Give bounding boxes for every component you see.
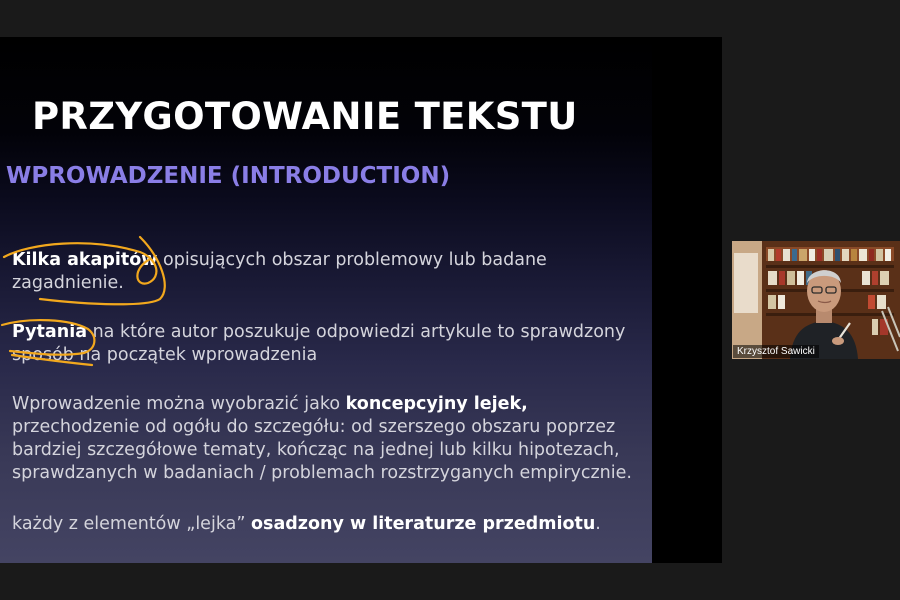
slide-subtitle: WPROWADZENIE (INTRODUCTION) bbox=[6, 163, 451, 189]
meeting-bottom-bar bbox=[0, 563, 900, 600]
text-run: . bbox=[595, 514, 601, 534]
participant-name-label: Krzysztof Sawicki bbox=[733, 345, 819, 358]
paragraph-literatura bbox=[12, 513, 601, 536]
text-run: Wprowadzenie można wyobrazić jako bbox=[12, 394, 346, 414]
text-run: zagadnienie. bbox=[12, 273, 124, 293]
text-run: każdy z elementów „lejka” bbox=[12, 514, 251, 534]
text-run: opisujących obszar problemowy lub badane bbox=[157, 250, 547, 270]
slide-title: PRZYGOTOWANIE TEKSTU bbox=[32, 95, 578, 138]
text-run: przechodzenie od ogółu do szczegółu: od szerszego obszaru poprzez bbox=[12, 417, 616, 437]
bold-phrase: Pytania bbox=[12, 322, 87, 342]
text-run: bardziej szczegółowe tematy, kończąc na jednej lub kilku hipotezach, bbox=[12, 440, 620, 460]
text-run: sprawdzanych w badaniach / problemach rozstrzyganych empirycznie. bbox=[12, 463, 632, 483]
participant-video-tile[interactable] bbox=[732, 241, 900, 359]
meeting-top-bar bbox=[0, 0, 900, 37]
bold-phrase: Kilka akapitów bbox=[12, 250, 158, 270]
participant-video-image bbox=[732, 241, 900, 359]
paragraph-kilka-akapitow bbox=[12, 249, 547, 295]
bold-phrase: koncepcyjny lejek, bbox=[345, 394, 528, 414]
presentation-slide bbox=[0, 37, 652, 563]
text-run: sposób na początek wprowadzenia bbox=[12, 345, 318, 365]
paragraph-pytania bbox=[12, 321, 625, 367]
text-run: na które autor poszukuje odpowiedzi artykule to sprawdzony bbox=[87, 322, 626, 342]
paragraph-lejek bbox=[12, 393, 632, 485]
bold-phrase: osadzony w literaturze przedmiotu bbox=[251, 514, 596, 534]
